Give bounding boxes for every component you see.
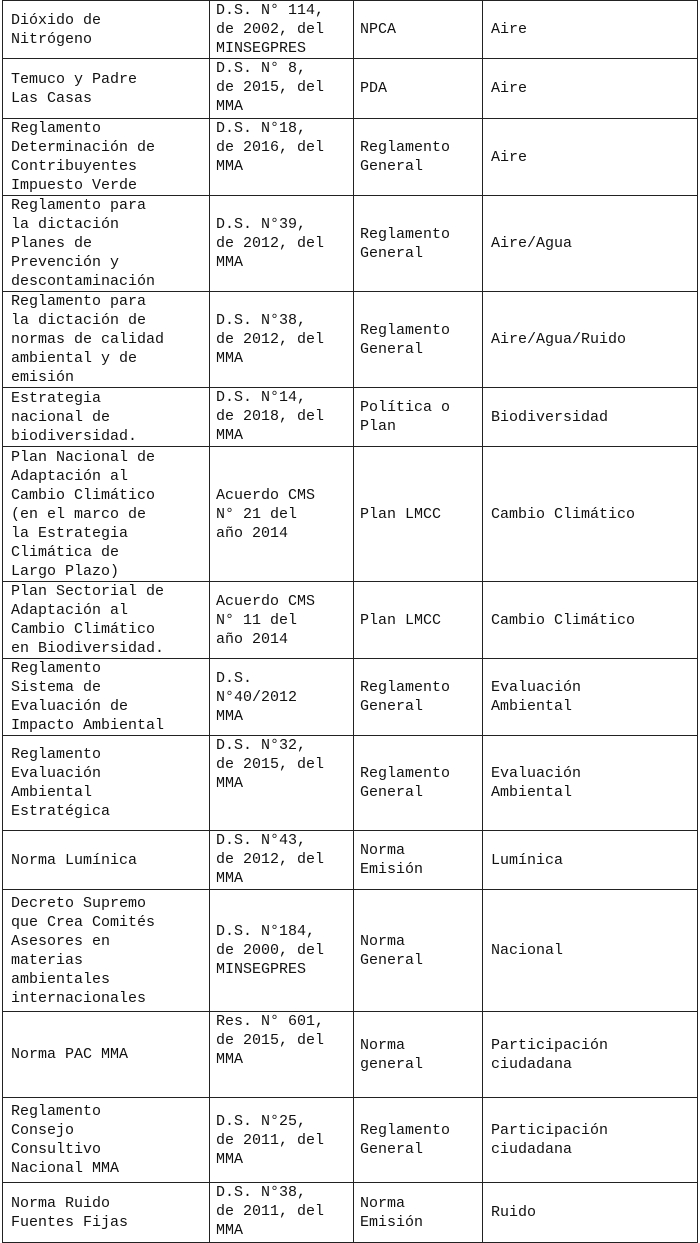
environmental-component: Cambio Climático (483, 582, 698, 659)
regulation-name: Estrategia nacional de biodiversidad. (3, 388, 210, 447)
environmental-component: Aire (483, 1, 698, 59)
legal-instrument: D.S. N° 114, de 2002, del MINSEGPRES (210, 1, 354, 59)
instrument-type: Plan LMCC (354, 582, 483, 659)
table-row (3, 292, 698, 388)
table-row (3, 119, 698, 196)
instrument-type: Norma General (354, 890, 483, 1012)
legal-instrument: D.S. N°43, de 2012, del MMA (210, 831, 354, 890)
environmental-component: Cambio Climático (483, 447, 698, 582)
instrument-type: NPCA (354, 1, 483, 59)
environmental-component: Nacional (483, 890, 698, 1012)
regulation-name: Reglamento Consejo Consultivo Nacional MMA (3, 1098, 210, 1183)
table-row (3, 59, 698, 119)
instrument-type: PDA (354, 59, 483, 119)
regulation-name: Norma Lumínica (3, 831, 210, 890)
instrument-type: Norma Emisión (354, 1183, 483, 1243)
legal-instrument: D.S. N°38, de 2011, del MMA (210, 1183, 354, 1243)
regulation-name: Reglamento Determinación de Contribuyentes Impuesto Verde (3, 119, 210, 196)
environmental-component: Lumínica (483, 831, 698, 890)
instrument-type: Reglamento General (354, 1098, 483, 1183)
table-row (3, 196, 698, 292)
regulation-name: Reglamento Sistema de Evaluación de Impacto Ambiental (3, 659, 210, 736)
regulation-name: Temuco y Padre Las Casas (3, 59, 210, 119)
instrument-type: Plan LMCC (354, 447, 483, 582)
legal-instrument: D.S. N°25, de 2011, del MMA (210, 1098, 354, 1183)
instrument-type: Norma Emisión (354, 831, 483, 890)
instrument-type: Norma general (354, 1012, 483, 1098)
legal-instrument: D.S. N°184, de 2000, del MINSEGPRES (210, 890, 354, 1012)
environmental-component: Aire (483, 59, 698, 119)
instrument-type: Reglamento General (354, 292, 483, 388)
legal-instrument: Acuerdo CMS N° 21 del año 2014 (210, 447, 354, 582)
environmental-component: Aire/Agua (483, 196, 698, 292)
instrument-type: Política o Plan (354, 388, 483, 447)
legal-instrument: D.S. N°38, de 2012, del MMA (210, 292, 354, 388)
environmental-component: Aire/Agua/Ruido (483, 292, 698, 388)
regulations-table (2, 0, 698, 1243)
legal-instrument: D.S. N°39, de 2012, del MMA (210, 196, 354, 292)
table-row (3, 1012, 698, 1098)
regulation-name: Norma Ruido Fuentes Fijas (3, 1183, 210, 1243)
legal-instrument: D.S. N° 8, de 2015, del MMA (210, 59, 354, 119)
environmental-component: Biodiversidad (483, 388, 698, 447)
regulation-name: Plan Sectorial de Adaptación al Cambio Climático en Biodiversidad. (3, 582, 210, 659)
regulation-name: Reglamento para la dictación Planes de Prevención y descontaminación (3, 196, 210, 292)
environmental-component: Ruido (483, 1183, 698, 1243)
regulation-name: Reglamento Evaluación Ambiental Estratégica (3, 736, 210, 831)
regulation-name: Decreto Supremo que Crea Comités Asesores en materias ambientales internacionales (3, 890, 210, 1012)
regulation-name: Reglamento para la dictación de normas de calidad ambiental y de emisión (3, 292, 210, 388)
environmental-component: Evaluación Ambiental (483, 659, 698, 736)
table-row (3, 582, 698, 659)
legal-instrument: D.S. N°14, de 2018, del MMA (210, 388, 354, 447)
regulation-name: Norma PAC MMA (3, 1012, 210, 1098)
table-row (3, 1183, 698, 1243)
environmental-component: Participación ciudadana (483, 1098, 698, 1183)
table-row (3, 736, 698, 831)
instrument-type: Reglamento General (354, 659, 483, 736)
table-row (3, 1, 698, 59)
legal-instrument: D.S. N°32, de 2015, del MMA (210, 736, 354, 831)
table-row (3, 659, 698, 736)
instrument-type: Reglamento General (354, 119, 483, 196)
instrument-type: Reglamento General (354, 196, 483, 292)
legal-instrument: Res. N° 601, de 2015, del MMA (210, 1012, 354, 1098)
table-row (3, 890, 698, 1012)
regulation-name: Plan Nacional de Adaptación al Cambio Climático (en el marco de la Estrategia Climática de Largo Plazo) (3, 447, 210, 582)
instrument-type: Reglamento General (354, 736, 483, 831)
table-row (3, 388, 698, 447)
table-row (3, 831, 698, 890)
table-row (3, 447, 698, 582)
environmental-component: Aire (483, 119, 698, 196)
regulation-name: Dióxido de Nitrógeno (3, 1, 210, 59)
legal-instrument: Acuerdo CMS N° 11 del año 2014 (210, 582, 354, 659)
table-row (3, 1098, 698, 1183)
environmental-component: Evaluación Ambiental (483, 736, 698, 831)
environmental-component: Participación ciudadana (483, 1012, 698, 1098)
legal-instrument: D.S. N°18, de 2016, del MMA (210, 119, 354, 196)
legal-instrument: D.S. N°40/2012 MMA (210, 659, 354, 736)
